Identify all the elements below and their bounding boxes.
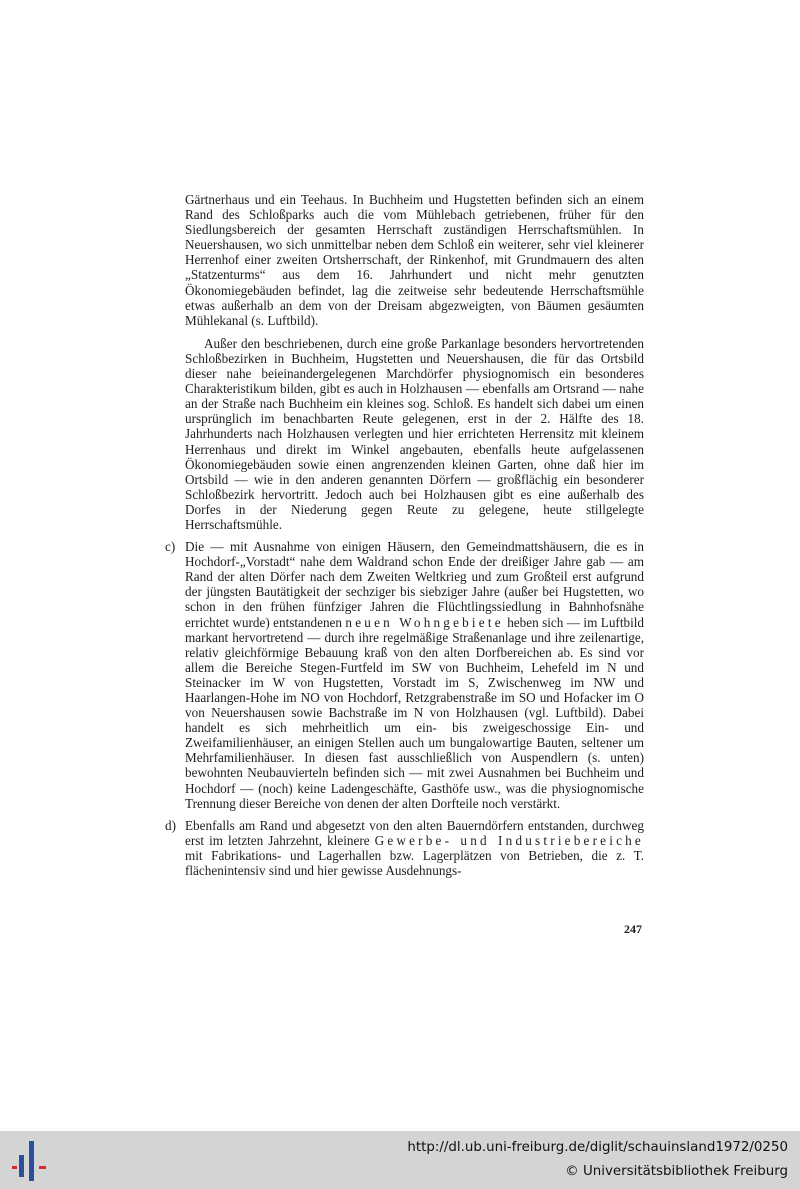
item-d-text-start: Ebenfalls am Rand und abgesetzt von den alten Bauerndörfern entstanden, durchweg erst im letzten Jahrzehnt, kleinere — [185, 817, 644, 848]
text-block — [165, 192, 644, 879]
item-d-text-end: mit Fabrikations- und Lagerhallen bzw. Lagerplätzen von Betrieben, die z. T. flächenintensiv sind und hier gewisse Ausdehnungs- — [185, 847, 644, 879]
intro-paragraph: Gärtnerhaus und ein Teehaus. In Buchheim und Hugstetten befinden sich an einem Rand des Schloßparks auch die vom Mühlebach getriebenen, früher für den Siedlungsbereich der gesamten Herrschaft zuständigen Herrschaftsmühlen. In Neuershausen, wo sich unmittelbar neben dem Schloß ein weiterer, sehr viel kleinerer Herrenhof einer zweiten Ortsherrschaft, der Rinkenhof, mit Grundmauern des alten „Statzenturms“ aus dem 16. Jahrhundert und nicht mehr genutzten Ökonomiegebäuden befindet, lag die zeitweise sehr bedeutende Herrschaftsmühle etwas außerhalb an dem von der Dreisam abgezweigten, von Bäumen gesäumten Mühlekanal (s. Luftbild). — [185, 192, 644, 328]
footer-bar — [0, 1131, 800, 1189]
item-marker-d: d) — [165, 817, 176, 833]
list-item-c — [165, 539, 644, 811]
copyright-text: © Universitätsbibliothek Freiburg — [565, 1164, 788, 1179]
item-d-spaced-term: Gewerbe- und Industriebereiche — [374, 832, 644, 848]
item-c-text-start: Die — mit Ausnahme von einigen Häusern, den Gemeindmattshäusern, die es in Hochdorf-„Vorstadt“ nahe dem Waldrand schon Ende der dreißiger Jahre gab — am Rand der alten Dörfer nach dem Zweiten Weltkrieg und zum Großteil erst aufgrund der jüngsten Bautätigkeit der sechziger bis siebziger Jahre (außer bei Hugstetten, wo schon in den frühen fünfziger Jahren die Flüchtlingssiedlung in Bahnhofsnähe errichtet wurde) entstandenen — [185, 539, 644, 630]
list-item-d — [165, 817, 644, 879]
source-url-link[interactable]: http://dl.ub.uni-freiburg.de/diglit/schauinsland1972/0250 — [407, 1140, 788, 1155]
ub-freiburg-logo-icon — [12, 1141, 52, 1181]
second-paragraph: Außer den beschriebenen, durch eine große Parkanlage besonders hervortretenden Schloßbezirken in Buchheim, Hugstetten und Neuershausen, die für das Ortsbild dieser nahe beieinandergelegenen Marchdörfer physiognomisch ein besonderes Charakteristikum bilden, gibt es auch in Holzhausen — ebenfalls am Ortsrand — nahe an der Straße nach Buchheim ein kleines sog. Schloß. Es handelt sich dabei um einen ursprünglich im benachbarten Reute gelegenen, erst in der 2. Hälfte des 18. Jahrhunderts nach Holzhausen verlegten und hier errichteten Herrensitz mit kleinem Herrenhaus und direkt im Winkel angebauten, ebenfalls heute aufgelassenen Ökonomiegebäuden sowie einen angrenzenden kleinen Garten, ohne daß hier im Ortsbild — wie in den anderen genannten Dörfern — großflächig ein besonderer Schloßbezirk hervortritt. Jedoch auch bei Holzhausen gibt es eine außerhalb des Dorfes in der Niederung gegen Reute zu gelegene, heute stillgelegte Herrschaftsmühle. — [185, 335, 644, 532]
item-d-text — [185, 818, 644, 878]
item-c-text-end: heben sich — im Luftbild markant hervortretend — durch ihre regelmäßige Straßenanlage und ihre zeilenartige, relativ gleichförmige Bebauung kraß von den alten Dorfbereichen ab. Es sind vor allem die Bereiche Stegen-Furtfeld im SW von Buchheim, Lehefeld im N und Steinacker im W von Hugstetten, Vorstadt im S, Zwischenweg im NW und Haarlangen-Hohe im NO von Hochdorf, Retzgrabenstraße im SO und Hofacker im O von Neuershausen sowie Bachstraße im N von Holzhausen (vgl. Luftbild). Dabei handelt es sich mehrheitlich um ein- bis zweigeschossige Ein- und Zweifamilienhäuser, an einigen Stellen auch um bungalowartige Bauten, seltener um Mehrfamilienhäuser. In diesen fast ausschließlich von Auspendlern (s. unten) bewohnten Neubauvierteln befinden sich — mit zwei Ausnahmen bei Buchheim und Hochdorf — (noch) keine Ladengeschäfte, Gasthöfe usw., was die physiognomische Trennung dieser Bereiche von denen der alten Dorfteile noch verstärkt. — [185, 614, 644, 811]
page-number: 247 — [624, 922, 642, 936]
item-c-text — [185, 539, 644, 811]
item-marker-c: c) — [165, 539, 176, 555]
item-c-spaced-term: neuen Wohngebiete — [345, 614, 504, 630]
